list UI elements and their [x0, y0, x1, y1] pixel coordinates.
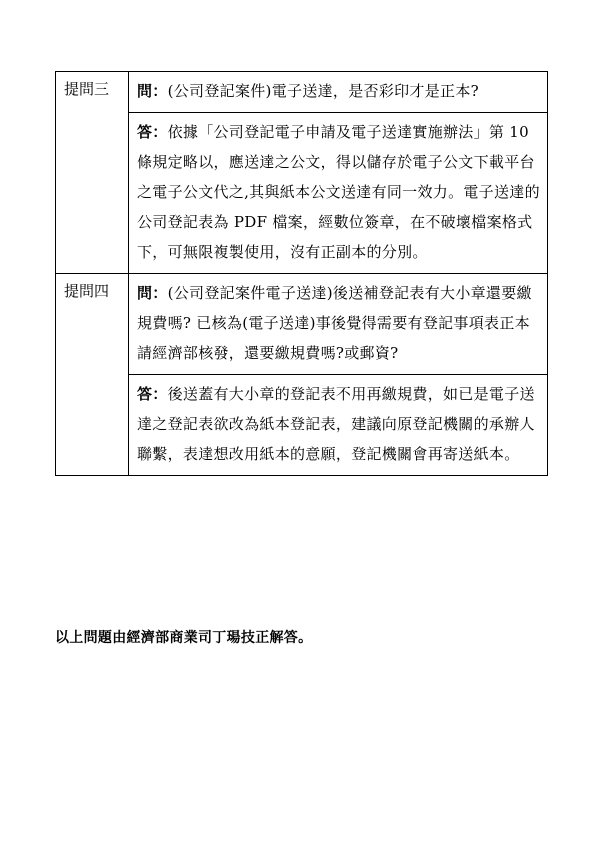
row-label-cell — [56, 274, 129, 476]
footer-note: 以上問題由經濟部商業司丁瑒技正解答。 — [55, 630, 313, 646]
qa-table — [55, 71, 548, 476]
question-cell — [129, 72, 548, 113]
qa-row-question-3 — [56, 72, 548, 113]
question-prefix: 問： — [137, 82, 168, 100]
row-label-cell — [56, 72, 129, 274]
answer-text: 依據「公司登記電子申請及電子送達實施辦法」第 10 條規定略以，應送達之公文，得以儲存於電子公文下載平台之電子公文代之,其與紙本公文送達有同一效力。電子送達的公司登記表為 PDF 檔案，經數位簽章，在不破壞檔案格式下，可無限複製使用，沒有正副本的分別。 — [137, 123, 540, 261]
question-text: (公司登記案件)電子送達，是否彩印才是正本? — [167, 82, 479, 100]
answer-prefix: 答： — [137, 385, 168, 403]
question-cell — [129, 274, 548, 375]
question-prefix: 問： — [137, 284, 168, 302]
answer-text: 後送蓋有大小章的登記表不用再繳規費，如已是電子送達之登記表欲改為紙本登記表，建議向原登記機關的承辦人聯繫，表達想改用紙本的意願，登記機關會再寄送紙本。 — [137, 385, 535, 463]
qa-row-question-4 — [56, 274, 548, 375]
qa-row-answer-3 — [56, 113, 548, 274]
row-label: 提問四 — [64, 282, 110, 300]
row-label: 提問三 — [64, 80, 110, 98]
question-text: (公司登記案件電子送達)後送補登記表有大小章還要繳規費嗎? 已核為(電子送達)事後覺得需要有登記事項表正本請經濟部核發，還要繳規費嗎?或郵資? — [137, 284, 532, 362]
answer-cell — [129, 113, 548, 274]
answer-prefix: 答： — [137, 123, 168, 141]
qa-row-answer-4 — [56, 375, 548, 476]
answer-cell — [129, 375, 548, 476]
